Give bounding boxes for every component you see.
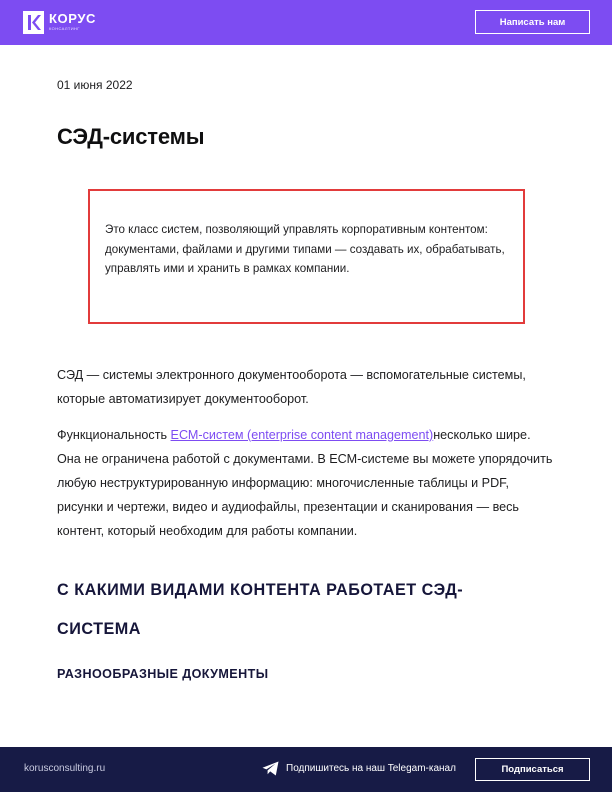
logo-subtitle: КОНСАЛТИНГ: [49, 26, 80, 31]
site-link[interactable]: korusconsulting.ru: [24, 763, 106, 774]
top-navigation-bar: [0, 0, 612, 45]
telegram-icon: [262, 761, 279, 776]
page-title: СЭД-системы: [57, 124, 205, 149]
section-heading: С КАКИМИ ВИДАМИ КОНТЕНТА РАБОТАЕТ СЭД-СИСТЕМА: [57, 581, 464, 638]
footer-bar: [0, 747, 612, 792]
subscribe-button[interactable]: Подписаться: [475, 758, 590, 781]
intro-paragraph: СЭД — системы электронного документооборота — вспомогательные системы, которые автоматизирует документооборот.: [57, 368, 526, 406]
ecm-systems-link[interactable]: ЕСМ-систем (enterprise content management): [170, 428, 434, 442]
write-us-button[interactable]: Написать нам: [475, 10, 590, 34]
telegram-subscribe-text[interactable]: Подпишитесь на наш Telegam-канал: [286, 763, 456, 774]
korus-logo[interactable]: [23, 10, 96, 34]
functionality-paragraph: [57, 423, 557, 543]
korus-logo-icon: [23, 11, 44, 34]
logo-name: КОРУС: [49, 11, 97, 26]
publication-date: 01 июня 2022: [57, 78, 133, 92]
paragraph-prefix: Функциональность: [57, 428, 171, 442]
definition-box: [88, 189, 525, 324]
paragraph-suffix: несколько шире. Она не ограничена работой с документами. В ЕСМ-системе вы можете упорядочить любую неструктурированную информацию: многочисленные таблицы и PDF, рисунки и чертежи, видео и аудиофайлы, презентации и сканирования — весь контент, который необходим для работы компании.: [57, 428, 553, 538]
definition-text: Это класс систем, позволяющий управлять корпоративным контентом: документами, файлами и другими типами — создавать их, обрабатывать, управлять ими и хранить в рамках компании.: [105, 223, 505, 276]
subsection-heading: РАЗНООБРАЗНЫЕ ДОКУМЕНТЫ: [57, 667, 269, 681]
